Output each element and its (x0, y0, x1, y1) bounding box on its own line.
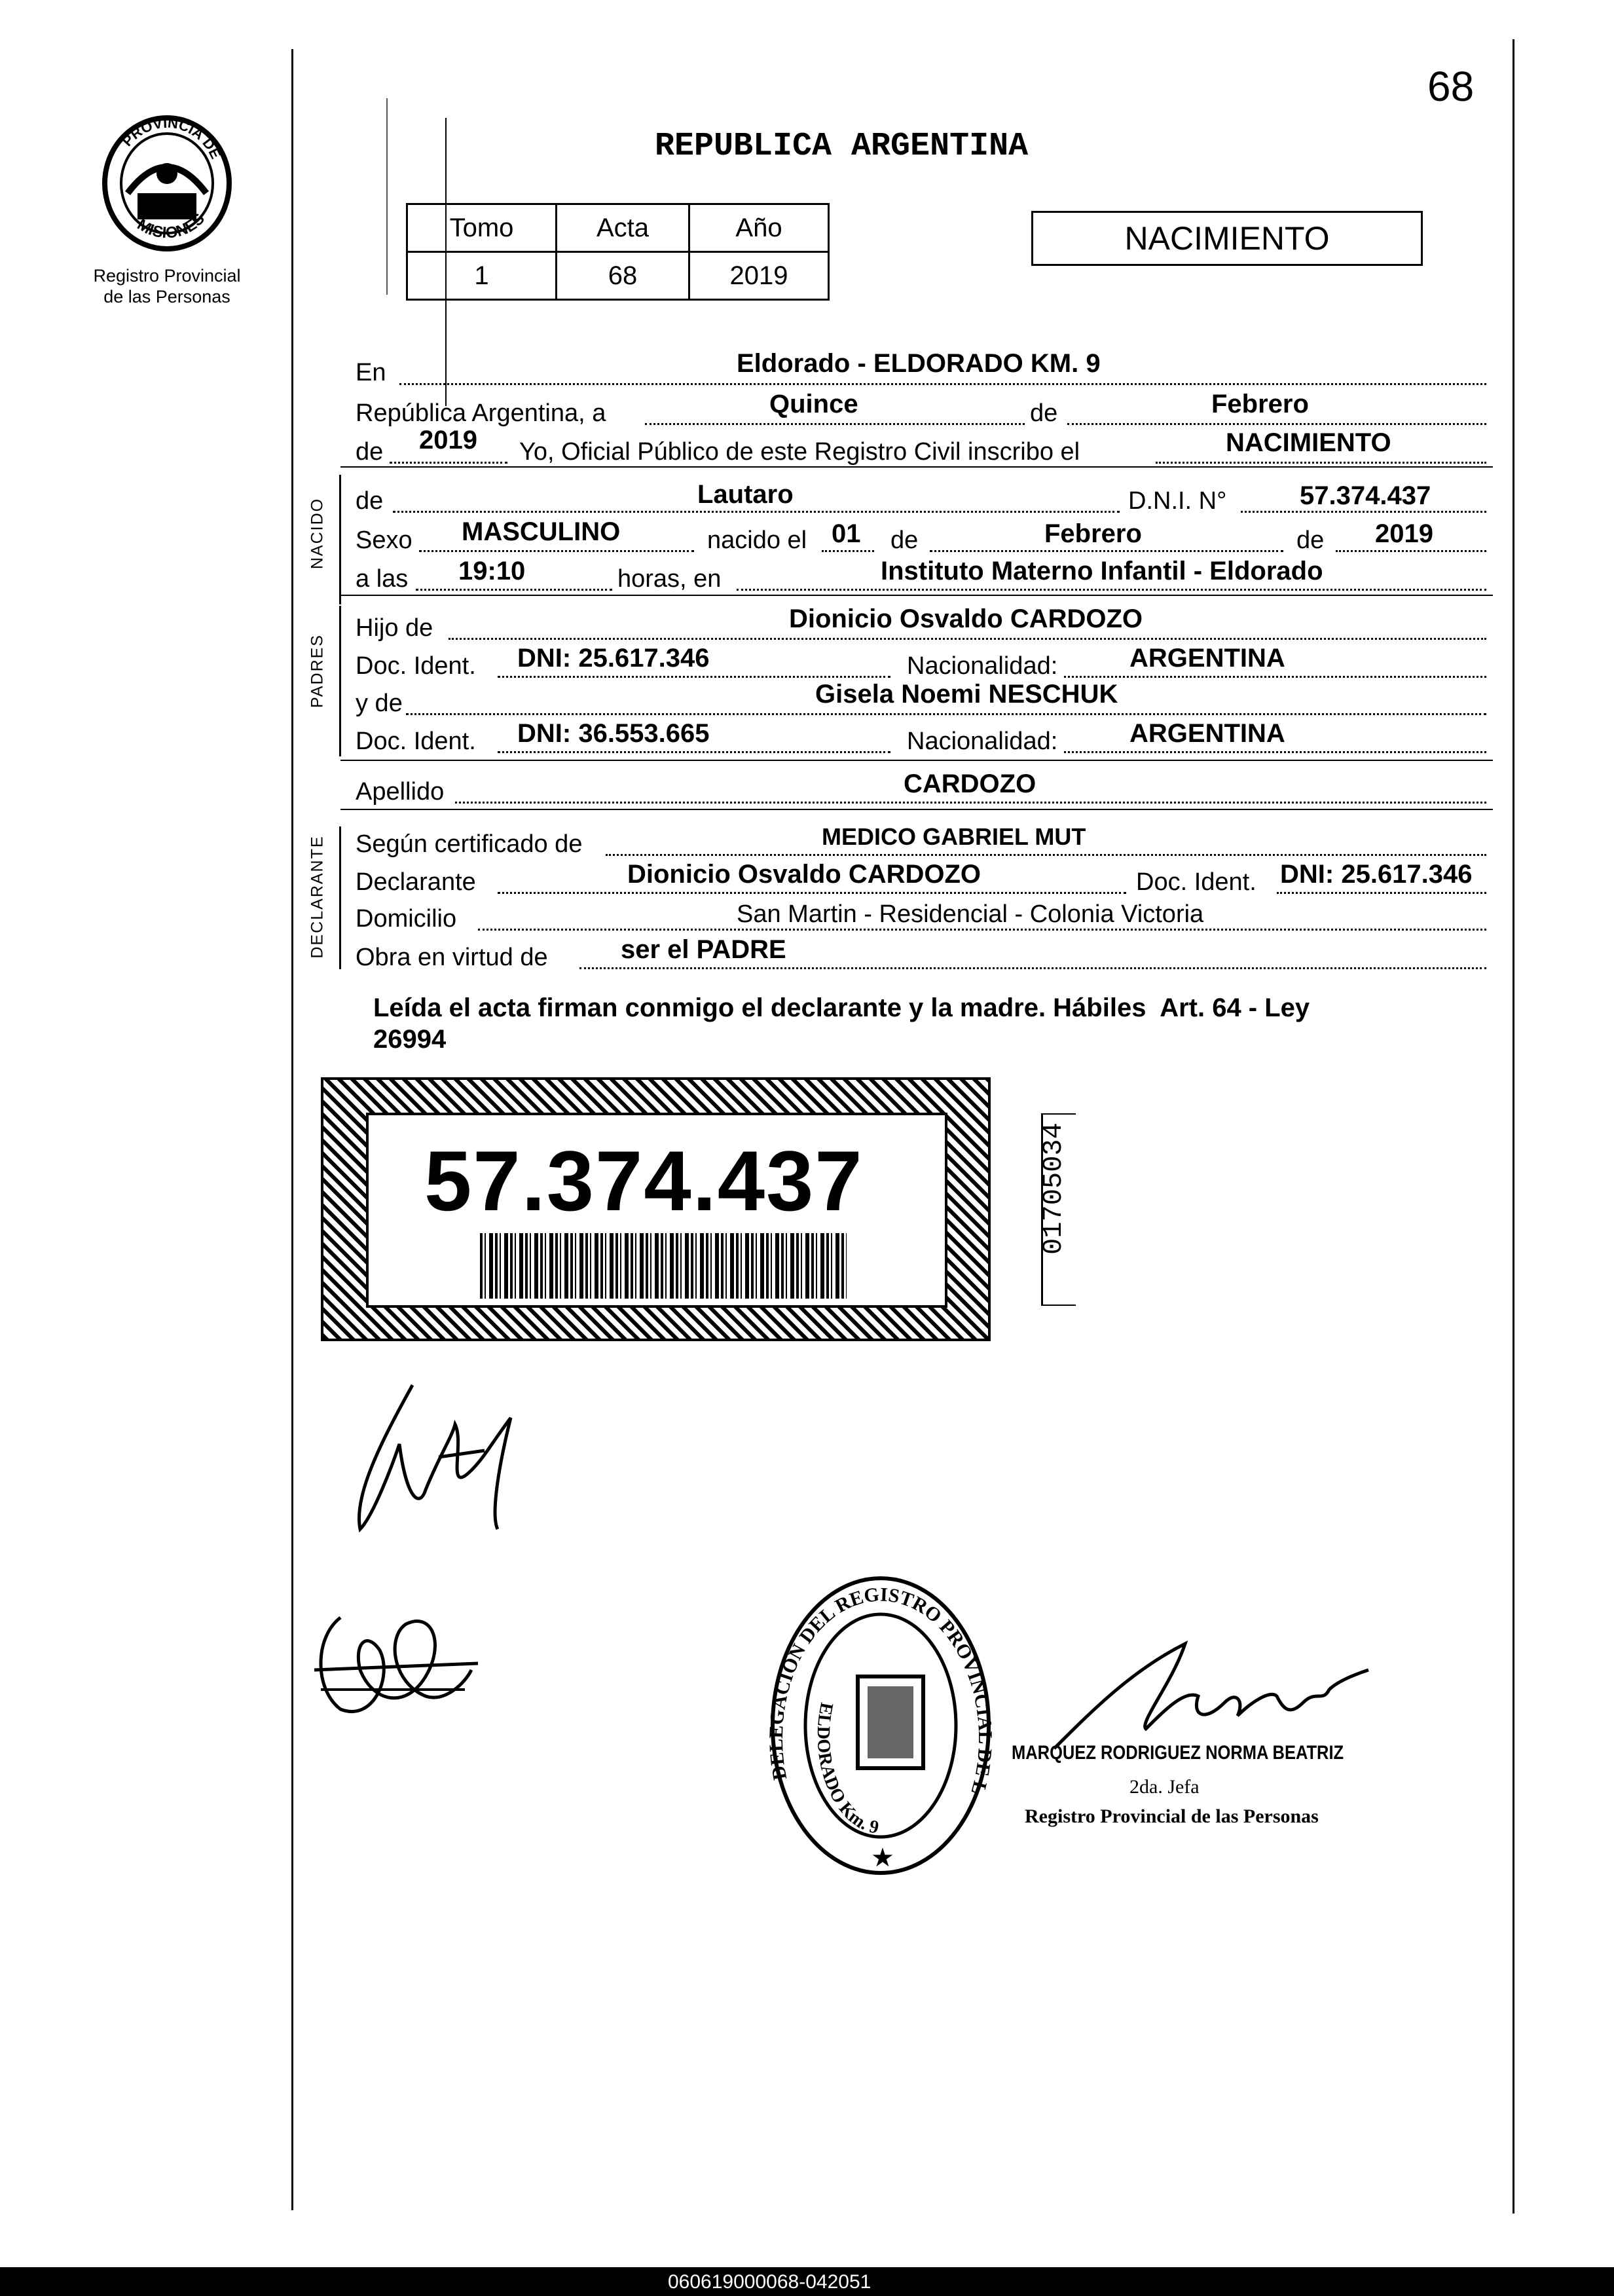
dotline (498, 892, 1126, 894)
page-number: 68 (1427, 63, 1475, 110)
svg-text:PROVINCIA DE (119, 115, 224, 161)
svg-text:★: ★ (871, 1843, 894, 1872)
dotline (1064, 676, 1486, 678)
label-segun-certificado: Según certificado de (356, 830, 583, 858)
registry-name-line1: Registro Provincial (93, 266, 241, 286)
label-de-nombre: de (356, 487, 384, 515)
dni-serial: 01705034 (1038, 1122, 1069, 1255)
label-apellido: Apellido (356, 778, 445, 805)
value-lugar: Eldorado - ELDORADO KM. 9 (737, 349, 1101, 378)
serial-bracket (1041, 1113, 1076, 1306)
label-de-anio-nac: de (1296, 527, 1325, 554)
label-doc-ident-declarante: Doc. Ident. (1136, 868, 1256, 896)
label-y-de: y de (356, 690, 403, 717)
value-madre-nac: ARGENTINA (1129, 719, 1285, 748)
value-apellido: CARDOZO (904, 769, 1036, 798)
fold-line-2 (386, 98, 388, 295)
value-padre: Dionicio Osvaldo CARDOZO (789, 604, 1143, 633)
dotline (579, 967, 1486, 969)
signature-madre-icon (301, 1598, 485, 1729)
value-dia: Quince (769, 390, 858, 418)
dotline (1067, 423, 1486, 425)
closing-line1: Leída el acta firman conmigo el declarante y la madre. Hábiles Art. 64 - Ley (373, 993, 1310, 1022)
dotline (822, 550, 874, 552)
dotline (1064, 751, 1486, 753)
label-hijo-de: Hijo de (356, 614, 433, 642)
dotline (1156, 462, 1486, 464)
label-nacido-el: nacido el (707, 527, 807, 554)
dotline (416, 589, 612, 591)
value-nombre: Lautaro (697, 480, 794, 509)
dotline (419, 550, 694, 552)
registry-name-line2: de las Personas (103, 287, 230, 306)
delegation-stamp-icon (766, 1572, 995, 1879)
section-bar (339, 826, 341, 969)
label-declarante: Declarante (356, 868, 476, 896)
value-anio-nac: 2019 (1375, 519, 1433, 548)
value-dni: 57.374.437 (1300, 481, 1431, 510)
dni-label-inner (366, 1113, 947, 1308)
registry-seal-icon (98, 115, 236, 252)
divider (340, 466, 1493, 468)
value-sexo: MASCULINO (462, 517, 621, 546)
dni-label-number: 57.374.437 (424, 1133, 864, 1229)
signature-official-icon (1041, 1631, 1382, 1755)
dotline (449, 638, 1486, 640)
dotline (1277, 892, 1486, 894)
seal-top-text: PROVINCIA DE (119, 115, 225, 162)
label-nacionalidad-madre: Nacionalidad: (907, 728, 1058, 755)
value-anio: 2019 (419, 426, 477, 454)
dotline (393, 511, 1120, 513)
dotline (1241, 511, 1486, 513)
dotline (498, 676, 890, 678)
value-hora: 19:10 (458, 557, 526, 585)
header-tomo: Tomo (407, 204, 557, 252)
label-en: En (356, 359, 386, 386)
divider (340, 809, 1493, 810)
value-dia-nac: 01 (832, 519, 861, 548)
dotline (645, 423, 1025, 425)
footer-code: 060619000068-042051 (668, 2271, 871, 2293)
header-anio: Año (689, 204, 829, 252)
section-padres: PADRES (308, 634, 327, 708)
dni-label (321, 1077, 991, 1341)
label-doc-ident-madre: Doc. Ident. (356, 728, 476, 755)
dotline (478, 929, 1486, 931)
label-de-anio: de (356, 438, 384, 466)
divider (340, 760, 1493, 761)
closing-line2: 26994 (373, 1025, 447, 1054)
label-doc-ident-padre: Doc. Ident. (356, 652, 476, 680)
dotline (455, 802, 1486, 804)
barcode-icon (480, 1233, 847, 1299)
value-domicilio: San Martin - Residencial - Colonia Victoria (737, 900, 1204, 928)
official-org: Registro Provincial de las Personas (1025, 1805, 1319, 1827)
dotline (498, 751, 890, 753)
dotline (606, 854, 1486, 856)
official-name: MARQUEZ RODRIGUEZ NORMA BEATRIZ (1012, 1742, 1344, 1764)
section-bar (339, 606, 341, 756)
official-role: 2da. Jefa (1129, 1776, 1200, 1798)
label-domicilio: Domicilio (356, 905, 457, 933)
label-obra-virtud: Obra en virtud de (356, 944, 548, 971)
value-padre-doc: DNI: 25.617.346 (517, 644, 710, 673)
label-horas-en: horas, en (617, 565, 722, 593)
closing-text (373, 992, 1499, 1055)
footer-bar (0, 2267, 1614, 2296)
dotline (1336, 550, 1486, 552)
value-acta: 68 (557, 252, 689, 300)
dotline (930, 550, 1283, 552)
dotline (406, 713, 1486, 715)
document-type: NACIMIENTO (1031, 211, 1423, 266)
section-declarante: DECLARANTE (308, 835, 327, 959)
value-tipo-inscripcion: NACIMIENTO (1226, 428, 1391, 457)
header-acta: Acta (557, 204, 689, 252)
divider (340, 595, 1493, 596)
value-obra-virtud: ser el PADRE (621, 935, 786, 964)
label-republica: República Argentina, a (356, 399, 606, 427)
dotline (390, 462, 507, 464)
label-de: de (1030, 399, 1058, 427)
seal-bottom-text: MISIONES (134, 210, 208, 242)
value-certificado: MEDICO GABRIEL MUT (822, 823, 1086, 850)
value-anio: 2019 (689, 252, 829, 300)
value-lugar-nac: Instituto Materno Infantil - Eldorado (881, 557, 1323, 585)
country-title: REPUBLICA ARGENTINA (655, 128, 1029, 165)
stamp-inner-text: ELDORADO Km. 9 (813, 1701, 881, 1838)
label-yo-oficial: Yo, Oficial Público de este Registro Civil inscribo el (519, 438, 1080, 466)
section-nacido: NACIDO (308, 497, 327, 570)
value-madre: Gisela Noemi NESCHUK (815, 680, 1118, 709)
svg-text:DELEGACION DEL REGISTRO PROVIN (766, 1572, 995, 1797)
value-padre-nac: ARGENTINA (1129, 644, 1285, 673)
value-tomo: 1 (407, 252, 557, 300)
label-sexo: Sexo (356, 527, 413, 554)
stamp-outer-text: DELEGACION DEL REGISTRO PROVINCIAL DE L (766, 1583, 995, 1797)
value-madre-doc: DNI: 36.553.665 (517, 719, 710, 748)
signature-declarante-icon (340, 1365, 563, 1549)
value-declarante-doc: DNI: 25.617.346 (1280, 860, 1473, 889)
registry-table (406, 203, 830, 301)
dotline (737, 589, 1486, 591)
value-declarante: Dionicio Osvaldo CARDOZO (627, 860, 981, 889)
label-dni: D.N.I. N° (1128, 487, 1227, 515)
registry-name (79, 265, 255, 307)
section-bar (339, 475, 341, 604)
value-mes-nac: Febrero (1044, 519, 1142, 548)
label-a-las: a las (356, 565, 409, 593)
label-de-mes: de (890, 527, 919, 554)
label-nacionalidad-padre: Nacionalidad: (907, 652, 1058, 680)
dotline (399, 383, 1486, 385)
value-mes: Febrero (1211, 390, 1309, 418)
